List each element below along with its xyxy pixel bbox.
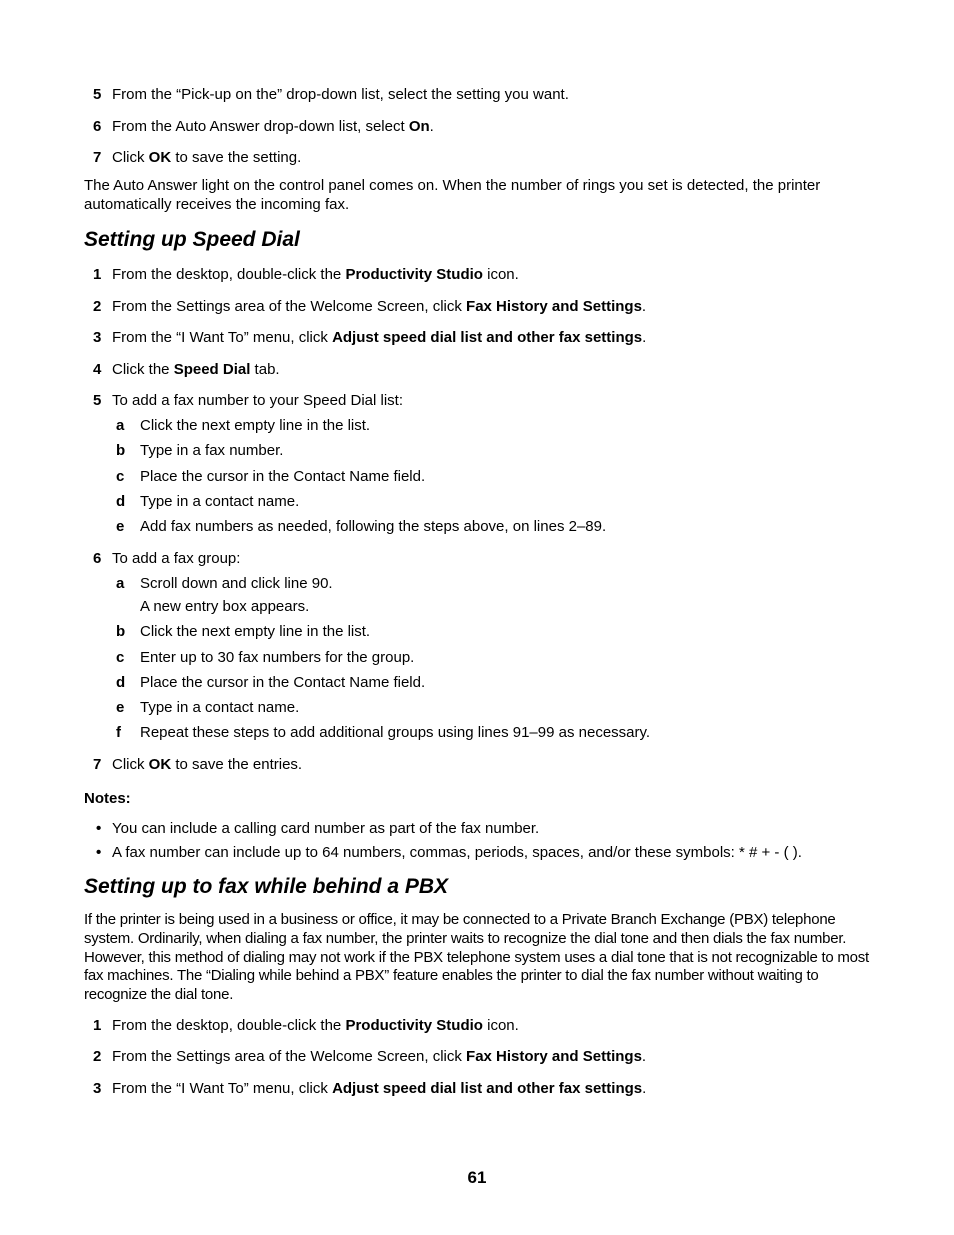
step-number: 3 xyxy=(93,329,102,346)
section-heading-speed-dial: Setting up Speed Dial xyxy=(84,228,300,251)
step-number: 1 xyxy=(93,266,102,283)
sub-step-text: Enter up to 30 fax numbers for the group. xyxy=(140,649,415,666)
step-number: 2 xyxy=(93,1048,102,1065)
page-number: 61 xyxy=(467,1168,487,1187)
section-heading-pbx: Setting up to fax while behind a PBX xyxy=(84,875,449,898)
sub-step-text: Scroll down and click line 90. xyxy=(140,575,333,592)
step-text: From the “I Want To” menu, click Adjust speed dial list and other fax settings. xyxy=(112,1080,647,1097)
step-text: From the “I Want To” menu, click Adjust speed dial list and other fax settings. xyxy=(112,329,647,346)
sub-step-letter: a xyxy=(116,575,125,592)
step-number: 3 xyxy=(93,1080,102,1097)
sub-step-text: Click the next empty line in the list. xyxy=(140,623,371,640)
sub-step-letter: e xyxy=(116,518,125,535)
step-number: 7 xyxy=(93,756,102,773)
step-number: 1 xyxy=(93,1017,102,1034)
sub-step-letter: a xyxy=(116,417,125,434)
bullet-icon: • xyxy=(96,820,102,837)
step-number: 2 xyxy=(93,298,102,315)
note-text: A fax number can include up to 64 numbers, commas, periods, spaces, and/or these symbols: * # + - ( ). xyxy=(112,844,802,861)
step-text: Click OK to save the entries. xyxy=(112,756,303,773)
step-text: To add a fax group: xyxy=(112,550,241,567)
notes-label: Notes: xyxy=(84,790,131,807)
sub-step-letter: b xyxy=(116,623,126,640)
step-text: From the Settings area of the Welcome Screen, click Fax History and Settings. xyxy=(112,1048,647,1065)
sub-step-letter: d xyxy=(116,493,126,510)
sub-step-letter: c xyxy=(116,649,125,666)
sub-step-text: Type in a fax number. xyxy=(140,442,284,459)
step-number: 6 xyxy=(93,550,102,567)
sub-step-text: A new entry box appears. xyxy=(140,598,310,615)
bullet-icon: • xyxy=(96,844,102,861)
sub-step-text: Add fax numbers as needed, following the steps above, on lines 2–89. xyxy=(140,518,607,535)
step-text: Click OK to save the setting. xyxy=(112,149,302,166)
sub-step-letter: c xyxy=(116,468,125,485)
sub-step-text: Place the cursor in the Contact Name field. xyxy=(140,468,426,485)
note-text: You can include a calling card number as part of the fax number. xyxy=(112,820,540,837)
sub-step-text: Repeat these steps to add additional groups using lines 91–99 as necessary. xyxy=(140,724,651,741)
step-text: From the desktop, double-click the Productivity Studio icon. xyxy=(112,266,519,283)
step-number: 7 xyxy=(93,149,102,166)
step-number: 4 xyxy=(93,361,102,378)
sub-step-letter: d xyxy=(116,674,126,691)
pbx-paragraph: If the printer is being used in a business or office, it may be connected to a Private Branch Exchange (PBX) telephone system. Ordinarily, when dialing a fax number, the printer waits to recognize the dial tone and then dials the fax number. However, this method of dialing may not work if the PBX telephone system uses a dial tone that is not recognizable to most fax machines. The “Dialing while behind a PBX” feature enables the printer to dial the fax number without waiting to recognize the dial tone. xyxy=(84,911,869,1004)
intro-paragraph: The Auto Answer light on the control panel comes on. When the number of rings you set is detected, the printer automatically receives the incoming fax. xyxy=(84,177,821,213)
step-number: 5 xyxy=(93,86,102,103)
step-text: From the “Pick-up on the” drop-down list, select the setting you want. xyxy=(112,86,569,103)
sub-step-letter: b xyxy=(116,442,126,459)
sub-step-text: Place the cursor in the Contact Name field. xyxy=(140,674,426,691)
step-number: 5 xyxy=(93,392,102,409)
step-text: From the desktop, double-click the Productivity Studio icon. xyxy=(112,1017,519,1034)
step-text: From the Settings area of the Welcome Screen, click Fax History and Settings. xyxy=(112,298,647,315)
sub-step-letter: f xyxy=(116,724,121,741)
sub-step-letter: e xyxy=(116,699,125,716)
step-number: 6 xyxy=(93,118,102,135)
sub-step-text: Type in a contact name. xyxy=(140,699,300,716)
step-text: To add a fax number to your Speed Dial list: xyxy=(112,392,403,409)
step-text: From the Auto Answer drop-down list, select On. xyxy=(112,118,434,135)
step-text: Click the Speed Dial tab. xyxy=(112,361,280,378)
sub-step-text: Type in a contact name. xyxy=(140,493,300,510)
sub-step-text: Click the next empty line in the list. xyxy=(140,417,371,434)
